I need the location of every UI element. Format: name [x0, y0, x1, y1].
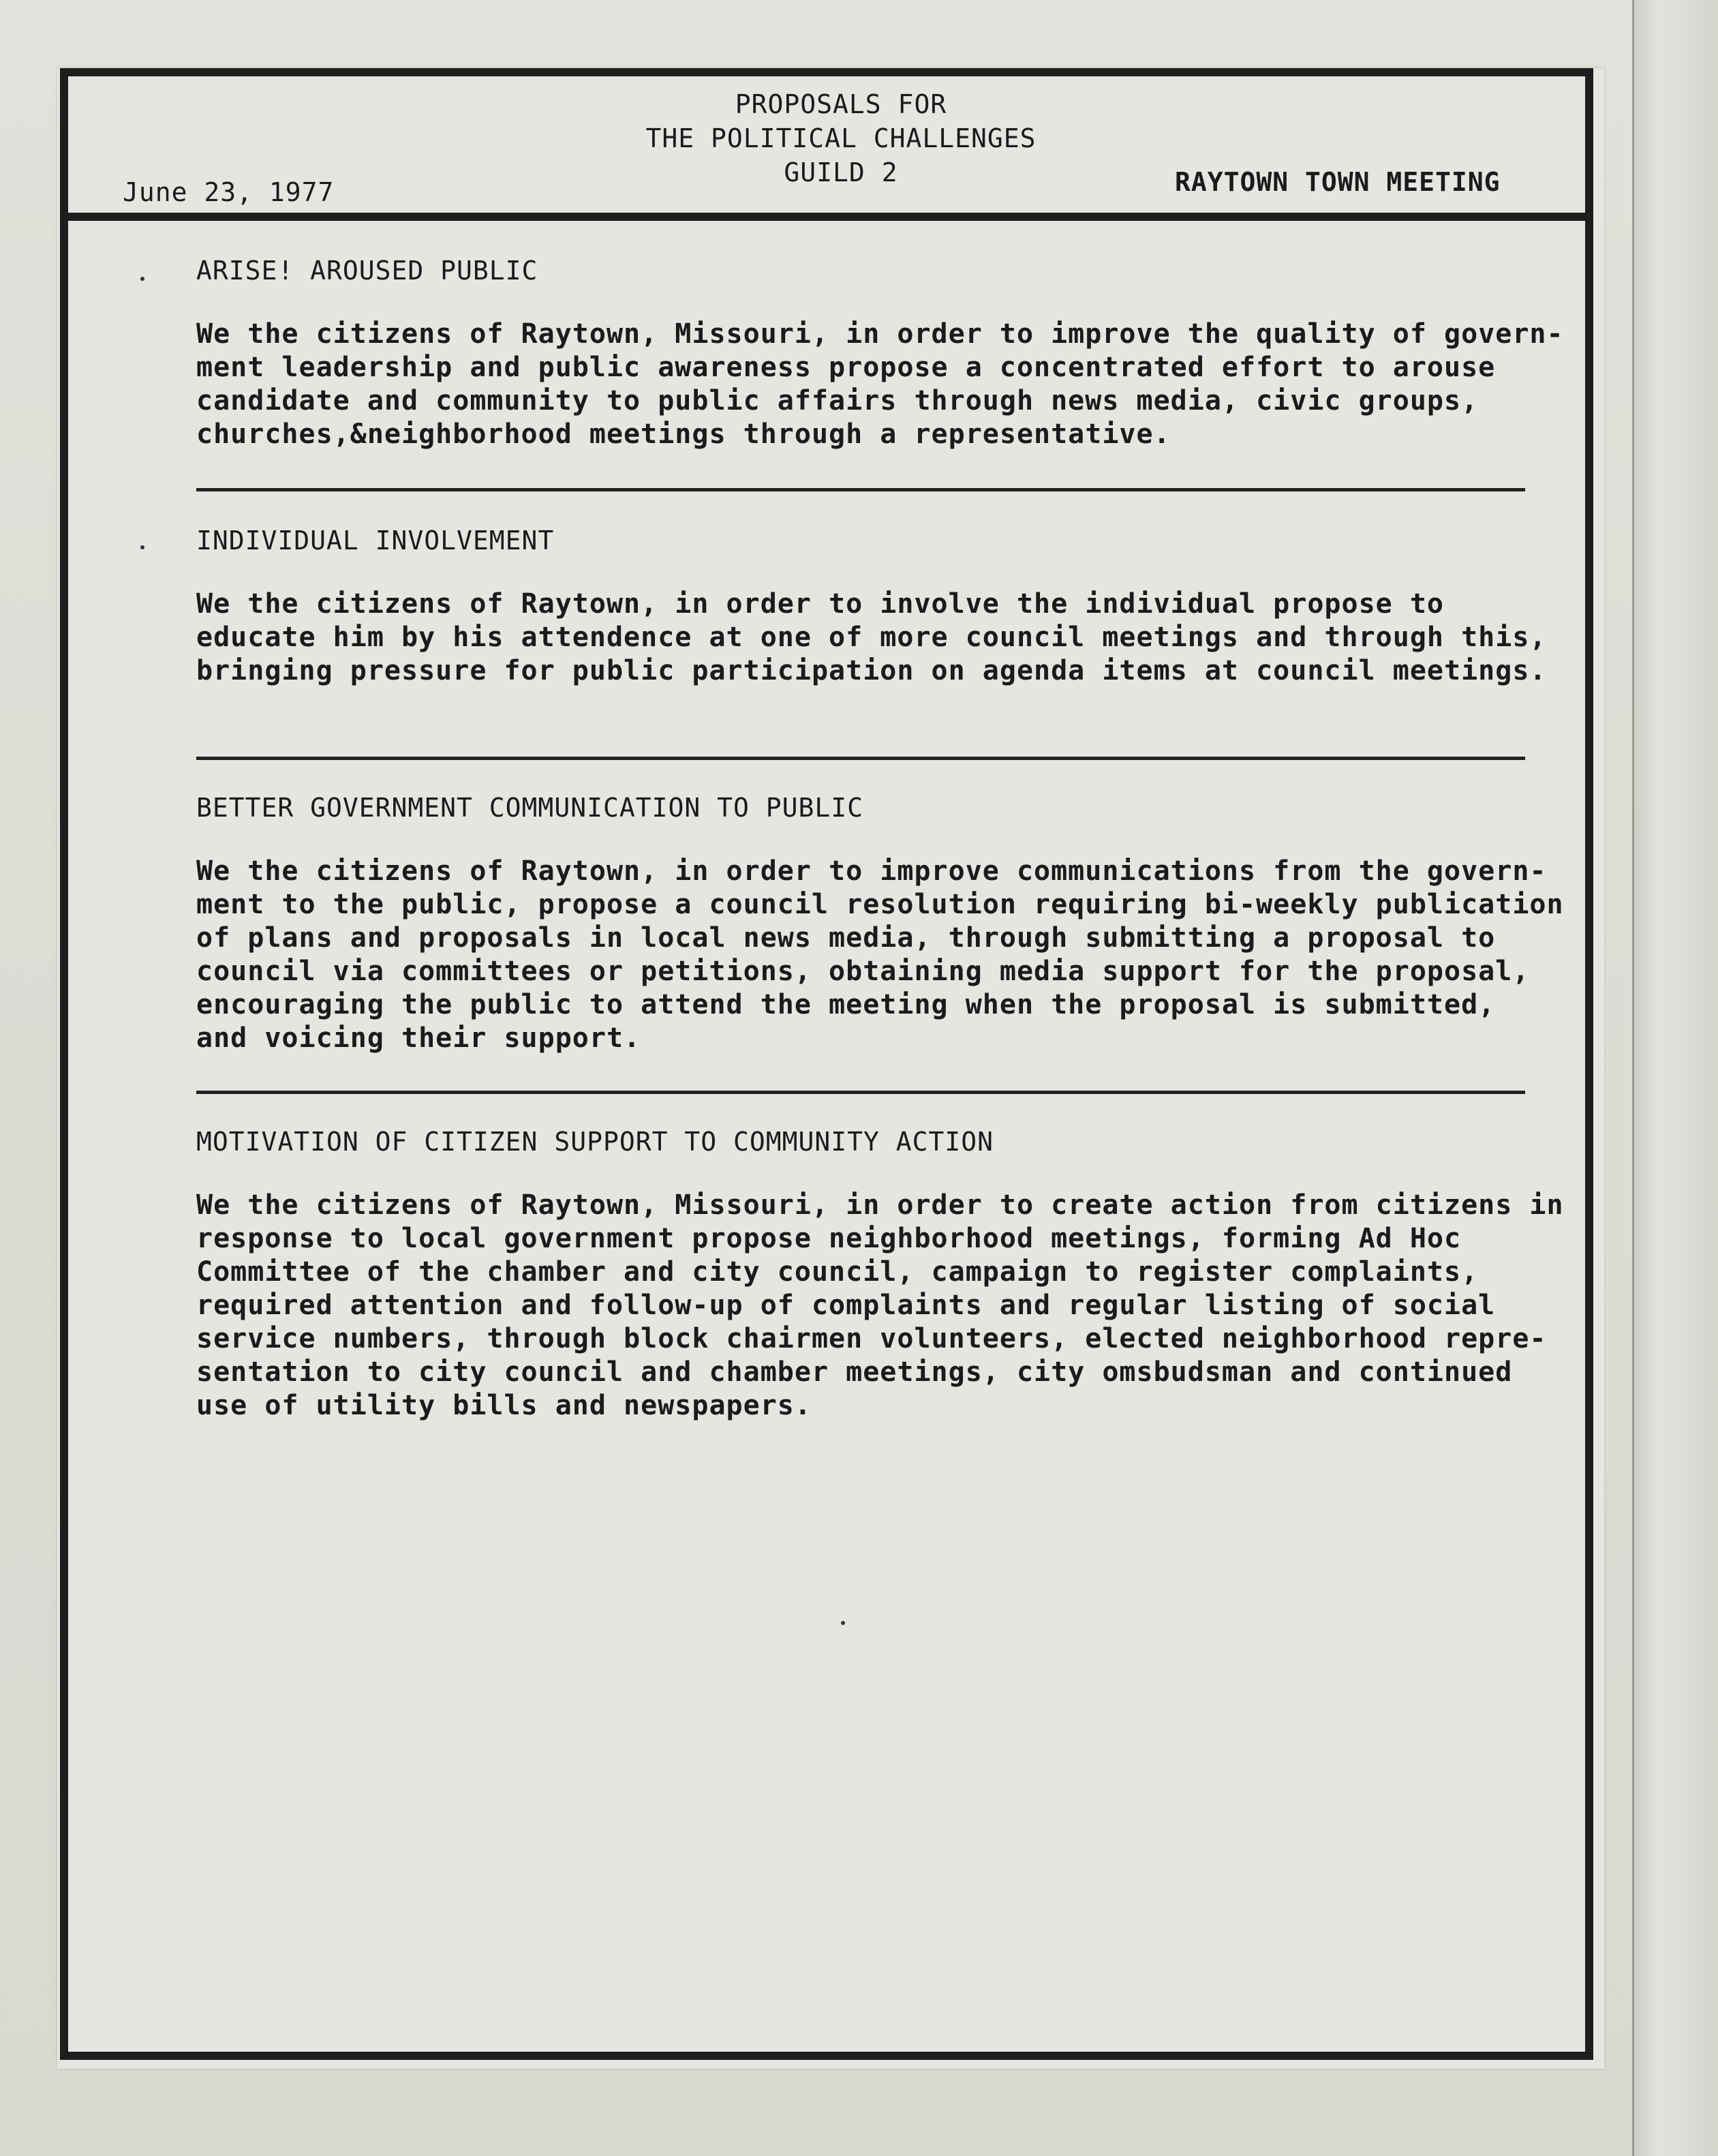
section-body — [196, 318, 1586, 451]
title-line: THE POLITICAL CHALLENGES — [645, 123, 1037, 153]
body-line: response to local government propose neighborhood meetings, forming Ad Hoc — [196, 1223, 1462, 1254]
meeting-name: RAYTOWN TOWN MEETING — [1175, 167, 1501, 197]
margin-dot — [140, 277, 144, 281]
body-line: encouraging the public to attend the meeting when the proposal is submitted, — [196, 989, 1496, 1020]
title-line: PROPOSALS FOR — [735, 89, 947, 119]
proposal-section — [196, 1125, 1586, 1423]
body-line: candidate and community to public affairs through news media, civic groups, — [196, 385, 1479, 416]
section-heading: MOTIVATION OF CITIZEN SUPPORT TO COMMUNITY ACTION — [196, 1127, 994, 1157]
section-body — [196, 1189, 1586, 1423]
section-divider — [196, 757, 1525, 760]
body-line: required attention and follow-up of complaints and regular listing of social — [196, 1290, 1496, 1321]
body-line: bringing pressure for public participation on agenda items at council meetings. — [196, 655, 1547, 686]
section-heading: INDIVIDUAL INVOLVEMENT — [196, 526, 555, 556]
section-body — [196, 588, 1586, 688]
body-line: ment to the public, propose a council resolution requiring bi-weekly publication — [196, 889, 1564, 920]
header-rule — [60, 213, 1593, 221]
proposal-section — [196, 523, 1586, 688]
body-line: use of utility bills and newspapers. — [196, 1390, 812, 1421]
margin-dot — [140, 545, 144, 549]
body-line: ment leadership and public awareness propose a concentrated effort to arouse — [196, 352, 1496, 383]
body-line: churches,&neighborhood meetings through a representative. — [196, 419, 1171, 450]
section-heading: BETTER GOVERNMENT COMMUNICATION TO PUBLIC — [196, 793, 863, 823]
body-line: sentation to city council and chamber meetings, city omsbudsman and continued — [196, 1356, 1513, 1388]
body-line: We the citizens of Raytown, Missouri, in order to create action from citizens in — [196, 1189, 1564, 1221]
body-line: and voicing their support. — [196, 1022, 641, 1054]
section-body — [196, 855, 1586, 1055]
document-date: June 23, 1977 — [123, 177, 335, 207]
stray-mark — [841, 1621, 845, 1625]
document-page — [57, 68, 1604, 2069]
title-line: GUILD 2 — [784, 157, 898, 187]
body-line: We the citizens of Raytown, Missouri, in order to improve the quality of govern- — [196, 318, 1564, 350]
body-line: We the citizens of Raytown, in order to involve the individual propose to — [196, 588, 1444, 620]
section-divider — [196, 488, 1525, 491]
body-line: service numbers, through block chairmen volunteers, elected neighborhood repre- — [196, 1323, 1547, 1354]
body-line: We the citizens of Raytown, in order to improve communications from the govern- — [196, 855, 1547, 887]
document-title — [534, 87, 1148, 189]
section-divider — [196, 1091, 1525, 1094]
section-heading: ARISE! AROUSED PUBLIC — [196, 256, 538, 286]
proposal-section — [196, 791, 1586, 1055]
body-line: council via committees or petitions, obtaining media support for the proposal, — [196, 956, 1530, 987]
body-line: educate him by his attendence at one of more council meetings and through this, — [196, 622, 1547, 653]
body-line: of plans and proposals in local news media, through submitting a proposal to — [196, 922, 1496, 954]
body-line: Committee of the chamber and city council, campaign to register complaints, — [196, 1256, 1479, 1288]
proposal-section — [196, 254, 1586, 451]
adjacent-page-edge — [1632, 0, 1718, 2156]
